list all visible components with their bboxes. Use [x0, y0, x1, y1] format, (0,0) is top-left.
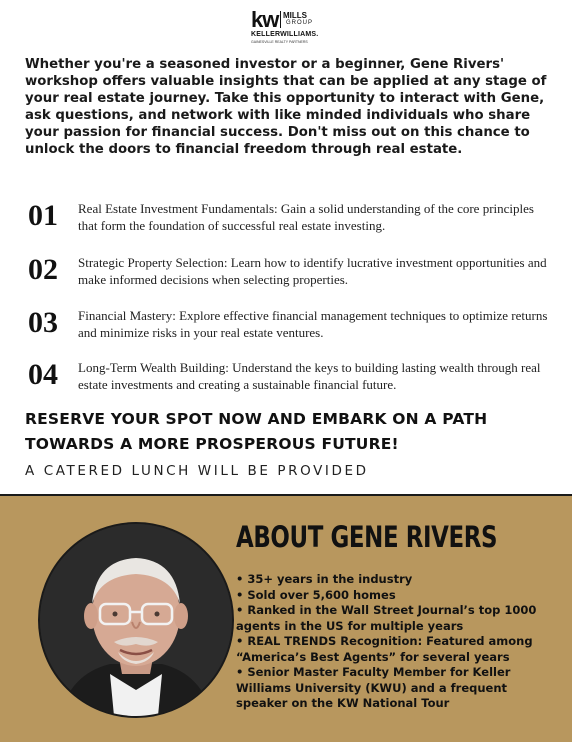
agent-photo: [38, 522, 234, 718]
list-item: [28, 358, 553, 398]
portrait-illustration: [40, 524, 232, 716]
logo-brand: KELLERWILLIAMS.: [251, 31, 319, 38]
bullet-item: • Senior Master Faculty Member for Keller Williams University (KWU) and a frequent speaker on the KW National Tour: [236, 665, 511, 710]
item-number: 02: [28, 253, 58, 286]
item-number: 03: [28, 306, 58, 339]
logo-mills: MILLS: [283, 11, 307, 20]
bullet-item: • Ranked in the Wall Street Journal’s top 1000 agents in the US for multiple years: [236, 603, 537, 633]
about-title: ABOUT GENE RIVERS: [236, 520, 498, 554]
call-to-action: RESERVE YOUR SPOT NOW AND EMBARK ON A PATH TOWARDS A MORE PROSPEROUS FUTURE!: [25, 410, 488, 453]
list-item: [28, 199, 553, 239]
about-section: [0, 494, 572, 742]
item-text: Long-Term Wealth Building: Understand the keys to building lasting wealth through real estate investments and creating a sustainable financial future.: [78, 360, 541, 392]
list-item: [28, 253, 553, 293]
logo-partner: GAINESVILLE REALTY PARTNERS: [251, 40, 308, 44]
item-number: 01: [28, 199, 58, 232]
logo-divider: [280, 11, 281, 28]
about-bullets: [236, 572, 562, 712]
lunch-note: A CATERED LUNCH WILL BE PROVIDED: [25, 463, 369, 479]
item-text: Strategic Property Selection: Learn how to identify lucrative investment opportunities and make informed decisions when selecting properties.: [78, 255, 547, 287]
bullet-item: • Sold over 5,600 homes: [236, 587, 396, 602]
item-number: 04: [28, 358, 58, 391]
item-text: Real Estate Investment Fundamentals: Gain a solid understanding of the core principles that form the foundation of successful real estate investing.: [78, 201, 534, 233]
list-item: [28, 306, 553, 346]
bullet-item: • 35+ years in the industry: [236, 572, 413, 586]
item-text: Financial Mastery: Explore effective financial management techniques to optimize returns and minimize risks in your real estate ventures.: [78, 308, 548, 340]
logo-group: GROUP: [286, 20, 314, 26]
company-logo: [250, 9, 322, 47]
intro-paragraph: Whether you're a seasoned investor or a beginner, Gene Rivers' workshop offers valuable insights that can be applied at any stage of your real estate journey. Take this opportunity to interact with Gene, ask questions, and network with like minded individuals who share your passion for financial success. Don't miss out on this chance to unlock the doors to financial freedom through real estate.: [25, 57, 547, 158]
bullet-item: • REAL TRENDS Recognition: Featured among “America’s Best Agents” for several years: [236, 634, 533, 664]
logo-kw-mark: kw: [251, 7, 279, 32]
